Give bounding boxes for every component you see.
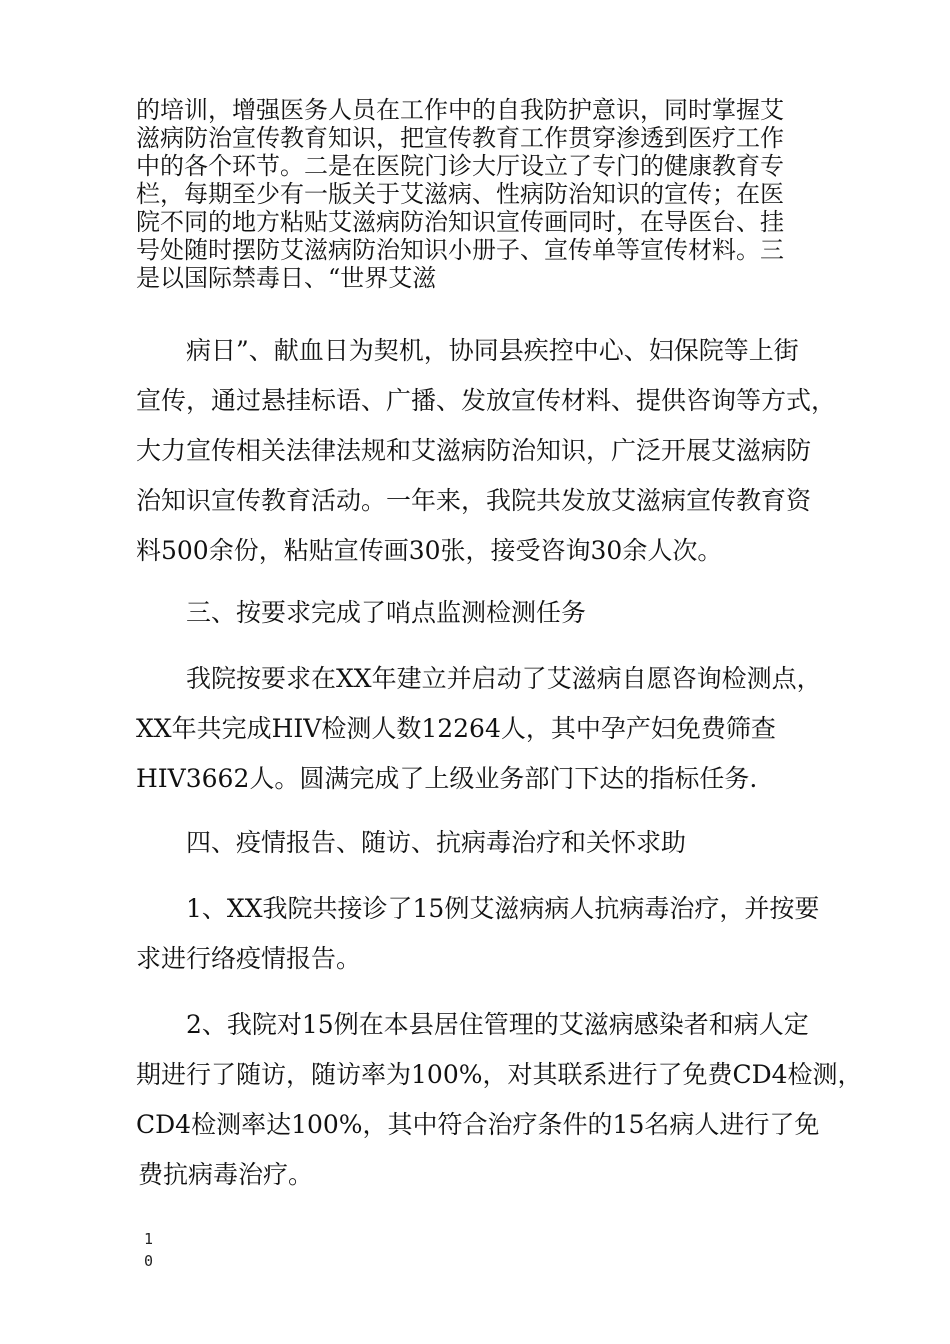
paragraph-monitoring (136, 654, 846, 804)
text-line: 2、我院对15例在本县居住管理的艾滋病感染者和病人定 (186, 1010, 809, 1039)
page-number-digit: 0 (144, 1252, 154, 1270)
text-line: 期进行了随访，随访率为100%，对其联系进行了免费CD4检测， (136, 1060, 863, 1089)
paragraph-item-1 (136, 884, 846, 984)
section-heading-4 (136, 818, 846, 868)
text-line: 病日”、献血日为契机，协同县疾控中心、妇保院等上街 (186, 336, 799, 365)
paragraph-publicity (136, 326, 846, 576)
page-number-digit: 1 (144, 1230, 154, 1248)
heading-text: 三、按要求完成了哨点监测检测任务 (186, 598, 587, 627)
text-line: 的培训，增强医务人员在工作中的自我防护意识，同时掌握艾 (136, 96, 784, 124)
text-line: 我院按要求在XX年建立并启动了艾滋病自愿咨询检测点， (186, 664, 822, 693)
text-line: XX年共完成HIV检测人数12264人，其中孕产妇免费筛查 (136, 714, 776, 743)
page-number (144, 1228, 164, 1272)
text-line: 费抗病毒治疗。 (138, 1160, 314, 1189)
text-line: 治知识宣传教育活动。一年来，我院共发放艾滋病宣传教育资 (136, 486, 812, 515)
section-heading-3 (136, 588, 846, 638)
paragraph-item-2 (136, 1000, 863, 1200)
text-line: 1、XX我院共接诊了15例艾滋病病人抗病毒治疗，并按要 (186, 894, 820, 923)
text-line: 院不同的地方粘贴艾滋病防治知识宣传画同时，在导医台、挂 (136, 208, 784, 236)
text-line: 大力宣传相关法律法规和艾滋病防治知识，广泛开展艾滋病防 (136, 436, 812, 465)
text-line: 宣传，通过悬挂标语、广播、发放宣传材料、提供咨询等方式， (136, 386, 837, 415)
text-line: 料500余份，粘贴宣传画30张，接受咨询30余人次。 (136, 536, 723, 565)
text-line: 求进行络疫情报告。 (136, 944, 362, 973)
text-line: 栏，每期至少有一版关于艾滋病、性病防治知识的宣传；在医 (136, 180, 784, 208)
text-line: 滋病防治宣传教育知识，把宣传教育工作贯穿渗透到医疗工作 (136, 124, 784, 152)
text-block-top (136, 96, 836, 292)
text-line: 是以国际禁毒日、“世界艾滋 (136, 264, 437, 292)
text-line: HIV3662人。圆满完成了上级业务部门下达的指标任务. (136, 764, 758, 793)
heading-text: 四、疫情报告、随访、抗病毒治疗和关怀求助 (186, 828, 687, 857)
text-line: 号处随时摆防艾滋病防治知识小册子、宣传单等宣传材料。三 (136, 236, 784, 264)
text-line: 中的各个环节。二是在医院门诊大厅设立了专门的健康教育专 (136, 152, 784, 180)
text-line: CD4检测率达100%，其中符合治疗条件的15名病人进行了免 (136, 1110, 820, 1139)
